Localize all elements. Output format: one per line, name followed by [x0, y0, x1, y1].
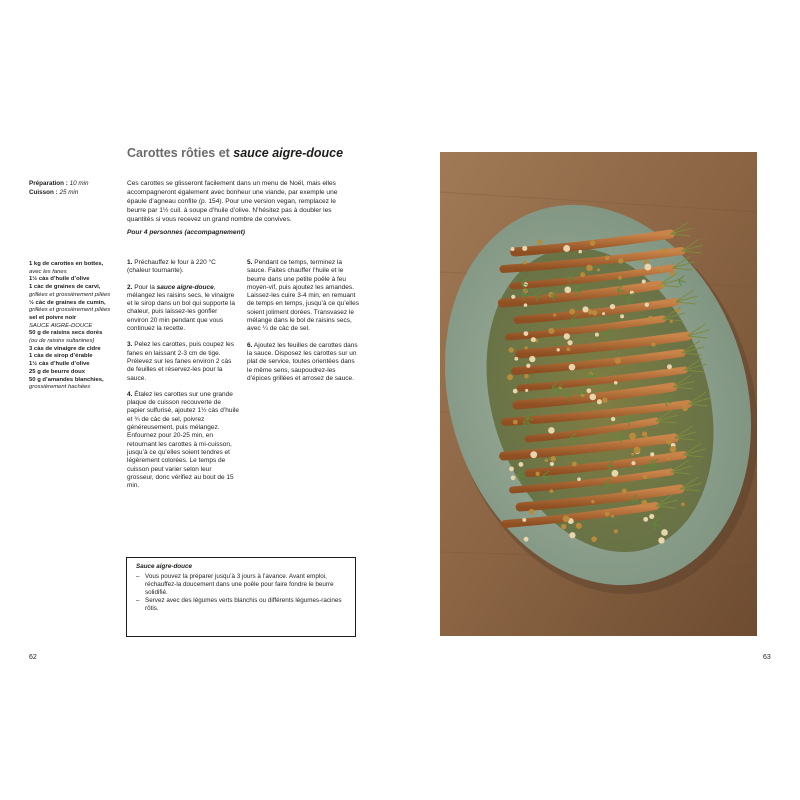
almond-raisin-topping [545, 459, 548, 462]
almond-raisin-topping [618, 276, 622, 280]
prep-times: Préparation : 10 min Cuisson : 25 min [29, 180, 89, 196]
almond-raisin-topping [582, 306, 588, 312]
almond-raisin-topping [590, 240, 595, 245]
tip-item: – Vous pouvez la préparer jusqu’à 3 jours à l’avance. Avant emploi, réchauffez-la doucement dans une poêle pour faire fondre le beurre solidifié. [136, 573, 346, 597]
almond-raisin-topping [522, 518, 526, 522]
almond-raisin-topping [576, 523, 582, 529]
almond-raisin-topping [587, 388, 592, 393]
almond-raisin-topping [550, 456, 556, 462]
almond-raisin-topping [670, 271, 675, 276]
almond-raisin-topping [548, 328, 554, 334]
step: 5. Pendant ce temps, terminez la sauce. Faites chauffer l’huile et le beurre dans une petite poêle à feu moyen-vif, puis ajoutez les amandes. Laissez-les cuire 3-4 min, en remuant de temps en temps, jusqu’à ce qu’elles soient joliment dorées. Transvasez le mélange dans le bol de raisins secs, avec ¼ de càc de sel. [247, 259, 360, 333]
almond-raisin-topping [614, 381, 618, 385]
almond-raisin-topping [643, 517, 648, 522]
almond-raisin-topping [513, 389, 518, 394]
step: 3. Pelez les carottes, puis coupez les fanes en laissant 2-3 cm de tige. Prélevez sur les fanes environ 2 càs de feuilles et réservez-les pour la sauce. [127, 341, 234, 382]
almond-raisin-topping [518, 462, 523, 467]
almond-raisin-topping [526, 364, 530, 368]
almond-raisin-topping [675, 309, 679, 313]
almond-raisin-topping [642, 280, 646, 284]
almond-raisin-topping [615, 357, 621, 363]
almond-raisin-topping [592, 310, 597, 315]
almond-raisin-topping [650, 452, 654, 456]
page-number-left: 62 [29, 654, 37, 661]
tip-item: – Servez avec des légumes verts blanchis ou différents légumes-racines rôtis. [136, 597, 346, 613]
almond-raisin-topping [572, 462, 577, 467]
almond-raisin-topping [634, 447, 641, 454]
recipe-intro [127, 180, 355, 237]
almond-raisin-topping [610, 304, 615, 309]
almond-raisin-topping [580, 272, 585, 277]
almond-raisin-topping [667, 364, 672, 369]
almond-raisin-topping [591, 536, 597, 542]
almond-raisin-topping [611, 417, 615, 421]
almond-raisin-topping [524, 537, 529, 542]
almond-raisin-topping [563, 245, 570, 252]
almond-raisin-topping [548, 427, 555, 434]
almond-raisin-topping [631, 453, 634, 456]
almond-raisin-topping [602, 312, 605, 315]
almond-raisin-topping [666, 439, 672, 445]
almond-raisin-topping [670, 320, 673, 323]
almond-raisin-topping [524, 374, 529, 379]
almond-raisin-topping [569, 364, 576, 371]
roasted-carrots-platter-icon [440, 152, 757, 636]
servings: Pour 4 personnes (accompagnement) [127, 228, 245, 236]
step: 1. Préchauffez le four à 220 °C (chaleur tournante). [127, 259, 216, 275]
almond-raisin-topping [550, 462, 554, 466]
almond-raisin-topping [553, 314, 556, 317]
almond-raisin-topping [509, 347, 514, 352]
almond-raisin-topping [645, 436, 649, 440]
step: 2. Pour la sauce aigre-douce, mélangez les raisins secs, le vinaigre et le sirop dans un bol qui supporte la chaleur, puis laissez-les gonfler environ 20 min pendant que vous continuez la recette. [127, 283, 236, 333]
tip-title: Sauce aigre-douce [136, 563, 192, 570]
almond-raisin-topping [595, 333, 599, 337]
almond-raisin-topping [660, 268, 664, 272]
almond-raisin-topping [597, 399, 602, 404]
almond-raisin-topping [667, 457, 670, 460]
almond-raisin-topping [564, 286, 571, 293]
almond-raisin-topping [629, 433, 636, 440]
almond-raisin-topping [514, 357, 518, 361]
almond-raisin-topping [537, 240, 542, 245]
almond-raisin-topping [643, 474, 648, 479]
almond-raisin-topping [681, 502, 685, 506]
almond-raisin-topping [530, 451, 537, 458]
tip-box [126, 557, 356, 637]
almond-raisin-topping [614, 529, 618, 533]
almond-raisin-topping [529, 356, 535, 362]
almond-raisin-topping [620, 314, 624, 318]
almond-raisin-topping [661, 248, 666, 253]
almond-raisin-topping [557, 348, 560, 351]
almond-raisin-topping [611, 470, 618, 477]
almond-raisin-topping [642, 431, 647, 436]
intro-text: Ces carottes se glisseront facilement dans un menu de Noël, mais elles accompagneront également avec bonheur une viande, par exemple une épaule d’agneau confite (p. 154). Pour une version vegan, remplacez le beurre par 1½ cuil. à soupe d’huile d’olive. N’hésitez pas à doubler les quantités si vous recevez un grand nombre de convives. [127, 180, 338, 223]
almond-raisin-topping [569, 309, 575, 315]
almond-raisin-topping [622, 488, 627, 493]
almond-raisin-topping [511, 475, 516, 480]
almond-raisin-topping [618, 258, 624, 264]
almond-raisin-topping [524, 346, 527, 349]
almond-raisin-topping [644, 264, 651, 271]
almond-raisin-topping [605, 511, 610, 516]
almond-raisin-topping [659, 283, 664, 288]
almond-raisin-topping [511, 247, 515, 251]
recipe-title: Carottes rôties et sauce aigre-douce [127, 146, 344, 160]
almond-raisin-topping [567, 340, 572, 345]
steps-column-1 [127, 259, 240, 498]
almond-raisin-topping [645, 302, 649, 306]
steps-column-2 [247, 259, 360, 391]
page-number-right: 63 [763, 654, 771, 661]
almond-raisin-topping [564, 333, 570, 339]
almond-raisin-topping [507, 374, 513, 380]
almond-raisin-topping [577, 477, 581, 481]
step: 6. Ajoutez les feuilles de carottes dans la sauce. Disposez les carottes sur un plat de service, toutes orientées dans le même sens, saupoudrez-les d’épices grillées et arrosez de sauce. [247, 341, 358, 382]
almond-raisin-topping [511, 295, 515, 299]
almond-raisin-topping [644, 260, 649, 265]
almond-raisin-topping [682, 406, 688, 412]
almond-raisin-topping [563, 515, 570, 522]
almond-raisin-topping [522, 246, 527, 251]
almond-raisin-topping [649, 514, 654, 519]
almond-raisin-topping [670, 446, 676, 452]
almond-raisin-topping [535, 472, 539, 476]
almond-raisin-topping [509, 466, 514, 471]
almond-raisin-topping [525, 389, 528, 392]
almond-raisin-topping [611, 515, 614, 518]
almond-raisin-topping [523, 261, 527, 265]
almond-raisin-topping [531, 337, 536, 342]
ingredients-list: 1 kg de carottes en bottes, avec les fanes 1½ càs d’huile d’olive 1 càc de graines de carvi, grillées et grossièrement pilées ½ càc de graines de cumin, grillées et grossièrement pilées sel et poivre noir SAUCE AIGRE-DOUCE 50 g de raisins secs dorés (ou de raisins sultanines) 3 càs de vinaigre de cidre 1 càs de sirop d’érable 1½ càs d’huile d’olive 25 g de beurre doux 50 g d’amandes blanchies, grossièrement hachées [29, 261, 119, 392]
almond-raisin-topping [586, 265, 593, 272]
almond-raisin-topping [631, 461, 635, 465]
almond-raisin-topping [566, 347, 570, 351]
almond-raisin-topping [597, 268, 600, 271]
almond-raisin-topping [561, 524, 566, 529]
almond-raisin-topping [602, 397, 607, 402]
almond-raisin-topping [642, 500, 648, 506]
almond-raisin-topping [578, 250, 582, 254]
almond-raisin-topping [524, 303, 528, 307]
almond-raisin-topping [651, 342, 656, 347]
almond-raisin-topping [550, 489, 554, 493]
almond-raisin-topping [529, 509, 535, 515]
almond-raisin-topping [524, 331, 529, 336]
almond-raisin-topping [590, 394, 597, 401]
roasted-carrots-photo [440, 152, 757, 636]
almond-raisin-topping [658, 537, 664, 543]
almond-raisin-topping [591, 500, 594, 503]
sauce-subtitle: SAUCE AIGRE-DOUCE [29, 322, 93, 329]
almond-raisin-topping [648, 316, 653, 321]
almond-raisin-topping [513, 420, 518, 425]
almond-raisin-topping [569, 532, 575, 538]
almond-raisin-topping [661, 529, 668, 536]
almond-raisin-topping [605, 255, 610, 260]
step: 4. Étalez les carottes sur une grande plaque de cuisson recouverte de papier sulfurisé, ajoutez 1½ càs d’huile et ¾ de càc de sel, poivrez généreusement, puis mélangez. Enfournez pour 20-25 min, en retournant les carottes à mi-cuisson, jusqu’à ce qu’elles soient tendres et légèrement colorées. Le temps de cuisson peut varier selon leur grosseur, donc vérifiez au bout de 15 min. [127, 390, 240, 490]
